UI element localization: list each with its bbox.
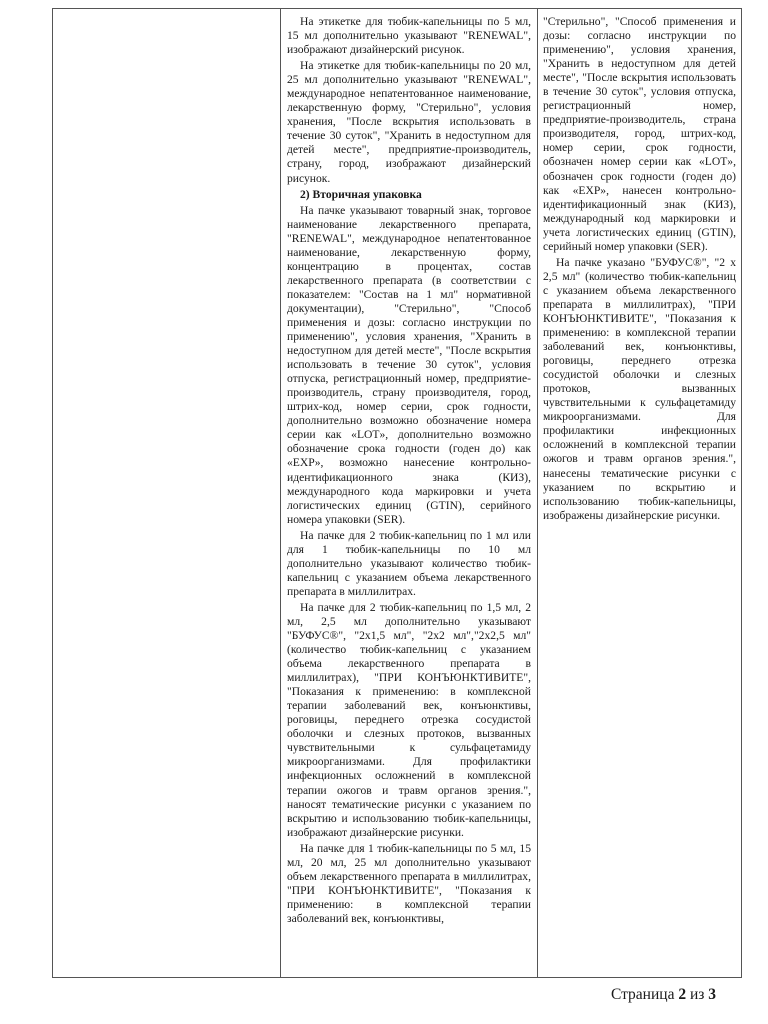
page-total: 3 xyxy=(708,986,716,1003)
paragraph-pack-general: На пачке указывают товарный знак, торговое наименование лекарственного препарата, "RENEWAL", международное непатентованное наименование, лекарственную форму, концентрацию в процентах, состав лекарственного препарата (в соответствии с показателем: "Состав на 1 мл" нормативной документации), "Стерильно", "Способ применения и дозы: согласно инструкции по применению", условия хранения, "Хранить в недоступном для детей месте", "После вскрытия использовать в течение 30 суток", условия отпуска, регистрационный номер, предприятие-производитель, страну производителя, город, штрих-код, номер серии, срок годности, дополнительно возможно обозначение номера серии как «LOT», дополнительно возможно обозначение срока годности (годен до) как «EXP», возможно нанесение контрольно-идентификационного знака (КИЗ), международного кода маркировки и учета логистических единиц (GTIN), серийного номера упаковки (SER). xyxy=(287,203,531,526)
section-heading-secondary-packaging: 2) Вторичная упаковка xyxy=(300,187,422,201)
paragraph-pack-bufus: На пачке для 2 тюбик-капельниц по 1,5 мл, 2 мл, 2,5 мл дополнительно указывают "БУФУС®", "2х1,5 мл", "2х2 мл","2х2,5 мл" (количество тюбик-капельниц с указанием объема лекарственного препарата в миллилитрах), "ПРИ КОНЪЮНКТИВИТЕ", "Показания к применению: в комплексной терапии заболеваний век, конъюнктивы, роговицы, переднего отрезка сосудистой оболочки и слезных протоков, вызванных чувствительными к сульфацетамиду микроорганизмами. Для профилактики инфекционных осложнений в комплексной терапии ожогов и травм органов зрения.", наносят тематические рисунки с указанием по вскрытию и использованию тюбик-капельницы, изображают дизайнерские рисунки. xyxy=(287,600,531,839)
document-table xyxy=(52,8,742,978)
paragraph-label-5-15: На этикетке для тюбик-капельницы по 5 мл, 15 мл дополнительно указывают "RENEWAL", изображают дизайнерский рисунок. xyxy=(287,15,531,57)
paragraph-pack-single: На пачке для 1 тюбик-капельницы по 5 мл, 15 мл, 20 мл, 25 мл дополнительно указывают объем лекарственного препарата в миллилитрах, "ПРИ КОНЪЮНКТИВИТЕ", "Показания к применению: в комплексной терапии заболеваний век, конъюнктивы, xyxy=(287,841,531,925)
paragraph-label-20-25: На этикетке для тюбик-капельницы по 20 мл, 25 мл дополнительно указывают "RENEWAL", международное непатентованное наименование, лекарственную форму, "Стерильно", условия хранения, "После вскрытия использовать в течение 30 суток", "Хранить в недоступном для детей месте", предприятие-производитель, страну, город, изображают дизайнерский рисунок. xyxy=(287,59,531,185)
paragraph-continued: "Стерильно", "Способ применения и дозы: согласно инструкции по применению", условия хранения, "Хранить в недоступном для детей месте", "После вскрытия использовать в течение 30 суток", условия отпуска, регистрационный номер, предприятие-производитель, страна производителя, город, штрих-код, номер серии, срок годности, обозначен номер серии как «LOT», обозначен срок годности (годен до) как «EXP», нанесен контрольно-идентификационный знак (КИЗ), международный код маркировки и учета логистических единиц (GTIN), серийный номер упаковки (SER). xyxy=(543,15,736,253)
column-divider xyxy=(537,9,538,977)
page-current: 2 xyxy=(678,986,687,1003)
page-of: из xyxy=(689,986,705,1003)
middle-column xyxy=(287,15,531,975)
paragraph-pack-bufus-2x25: На пачке указано "БУФУС®", "2 х 2,5 мл" (количество тюбик-капельниц с указанием объема лекарственного препарата в миллилитрах), "ПРИ КОНЪЮНКТИВИТЕ", "Показания к применению: в комплексной терапии заболеваний век, конъюнктивы, роговицы, переднего отрезка сосудистой оболочки и слезных протоков, вызванных чувствительными к сульфацетамиду микроорганизмами. Для профилактики инфекционных осложнений в комплексной терапии ожогов и травм органов зрения.", нанесены тематические рисунки с указанием по вскрытию и использованию тюбик-капельницы, изображены дизайнерские рисунки. xyxy=(543,255,736,522)
page-number xyxy=(611,986,716,1004)
column-divider xyxy=(280,9,281,977)
right-column xyxy=(543,15,736,975)
paragraph-pack-1ml-10ml: На пачке для 2 тюбик-капельниц по 1 мл или для 1 тюбик-капельницы по 10 мл дополнительно указывают количество тюбик-капельниц с указанием объема лекарственного препарата в миллилитрах. xyxy=(287,528,531,598)
page-word: Страница xyxy=(610,986,675,1003)
